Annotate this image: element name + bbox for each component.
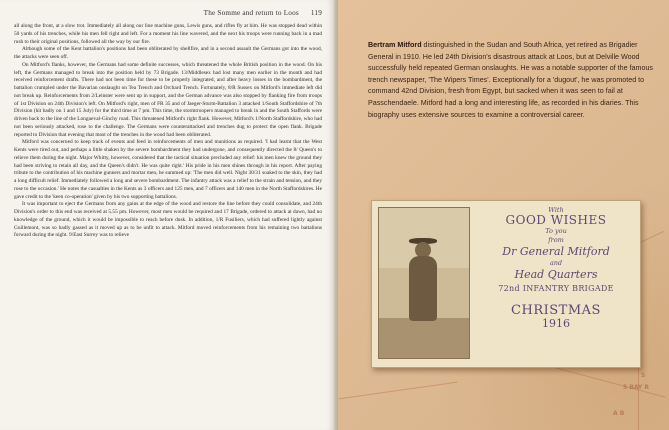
paragraph: Although some of the Kent battalion's positions had been obliterated by shellfire, and in a second assault the Germans got into the wood, the attacks were seen off. xyxy=(14,46,322,60)
map-label: A B xyxy=(613,410,625,417)
running-head xyxy=(204,9,322,17)
running-title: The Somme and return to Loos xyxy=(203,9,299,17)
bio-text: distinguished in the Sudan and South Africa, yet retired as Brigadier General in 1910. He led 24th Division's disastrous attack at Loos, but at Delville Wood successfully held repeated German onslaughts. He was a notable supporter of the famous trench newspaper, 'The Wipers Times'. Exceptionally for a 'dugout', he was promoted to command 42nd Division, fresh from Egypt, but sacked when it was seen to fail at Passchendaele. Mitford had a long and interesting life, as recorded in his diaries. This biography uses extensive sources to examine a controversial career. xyxy=(368,41,653,119)
card-hq: Head Quarters xyxy=(514,268,598,281)
card-good-wishes: GOOD WISHES xyxy=(505,213,607,227)
paragraph: Mitford was concerned to keep track of events and feed in reinforcements of men and munitions as required. 'I had learnt that the West Kents were tired out, and perhaps a little shaken by the severe bombardment they had undergone, and consequently directed the 8/ Queen's to relieve them during the night. Major Whitty, however, considered that the tactical situation precluded any relief: his men knew the ground they had been striving to retain all day, and the Queen's didn't. He was quite right.' His pride in his men shines through in his report. After paying tribute to the contribution of his machine gunners and mortar men, he summed up: 'The men did well. Night 30/31 soaked to the skin, they had a long difficult relief. Immediately followed a long and severe bombardment. The infantry attack was a relief to the strain and tension, and they rose to the occasion.' He notes the casualties in the Kents as 3 officers and 125 men, and 7 officers and 140 men in the North Staffordshires. He gave credit to the 'keen co-operation' given by his two supporting battalions. xyxy=(14,139,322,200)
left-page xyxy=(0,0,334,430)
paragraph: On Mitford's flanks, however, the Germans had some definite successes, which threatened the whole British position in the wood. On his left, the Germans managed to break into the position held by 73 Brigade. 13/Middlesex had lost many men earlier in the month and had received reinforcement drafts. There had not been time for these to be properly integrated, and after heavy losses in the bombardment, the battalion crumpled under the Bavarian onslaught on Tea Trench and Orchard Trench. Fortunately, 8/R Sussex on Mitford's immediate left did not break up. Reinforcements from 2/Leinster were sent up in support, and the German advance was also stopped by flanking fire from troops of 1st Division on 24th Division's left. On Mitford's right, men of FR 35 and of Jaeger-Sturm-Battalion 3 attacked 1/South Staffordshire of 7th Division (hit badly on 1 and 15 July) for the third time at 7 pm. This time, the stormtroopers managed to break in and the South Staffords were driven back to the line of the Longueval-Ginchy road. This threatened Mitford's right flank. However, Mitford's 1/North Staffordshire, who had not been seriously attacked, rose to the challenge. The Germans were counterattacked and trenches dug to protect the open flank. Brigade reported to Division that evening that most of the trenches in the wood had been obliterated. xyxy=(14,61,322,138)
paragraph: all along the front, at a slow trot. Immediately all along our line machine guns, Lewis guns, and rifles fly at him. He was stopped dead within 50 yards of his trenches, while his men fell right and left. For a moment his line wavered, and the next his troops were running back in a mad rush to their original positions, followed all the way by our fire. xyxy=(14,23,322,45)
card-from: from xyxy=(548,236,564,244)
soldier-illustration xyxy=(378,207,470,359)
page-number: 119 xyxy=(310,9,322,17)
right-page-cover xyxy=(338,0,669,430)
christmas-card-image xyxy=(371,200,641,368)
card-general: Dr General Mitford xyxy=(502,245,610,258)
card-with: With xyxy=(548,206,564,214)
map-line xyxy=(540,363,666,398)
card-brigade: 72nd INFANTRY BRIGADE xyxy=(498,284,614,293)
paragraph: It was important to eject the Germans from any gains at the edge of the wood and restore the line before they could consolidate, and 24th Division's order to this end was received at 5.55 pm. However, most men would be required and 17 Brigade, ordered to attack at dawn, had no knowledge of the ground, which it would be impossible to reach before dusk. In addition, 1/R Fusiliers, which had suffered lightly against Guillemont, was so badly gassed as it moved up as to be unfit to attack. Mitford moved reinforcements from his remaining two battalions forward during the night. 9/East Surrey was to relieve xyxy=(14,201,322,239)
card-christmas: CHRISTMAS xyxy=(511,303,601,318)
map-label: S xyxy=(641,372,646,379)
biography-blurb xyxy=(368,40,653,121)
bio-name: Bertram Mitford xyxy=(368,41,422,49)
card-greeting xyxy=(480,207,632,330)
map-line xyxy=(339,382,458,400)
map-label: 5 BAY R xyxy=(623,384,649,391)
card-year: 1916 xyxy=(542,317,570,330)
card-to-you: To you xyxy=(545,227,567,235)
card-and: and xyxy=(549,259,563,267)
body-text xyxy=(14,23,322,240)
